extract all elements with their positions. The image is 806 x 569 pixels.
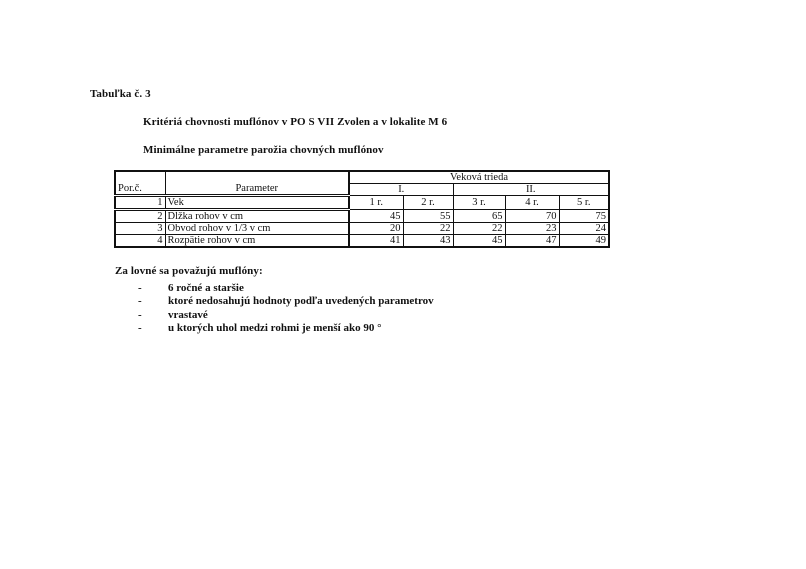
parameters-table bbox=[114, 170, 610, 248]
age-col-1: 1 r. bbox=[349, 196, 403, 210]
note-item-3: vrastavé bbox=[168, 308, 208, 321]
row-3-value-1: 20 bbox=[349, 223, 403, 235]
row-4-number: 4 bbox=[115, 235, 165, 248]
note-item-1: 6 ročné a staršie bbox=[168, 281, 244, 294]
table-row bbox=[115, 235, 609, 248]
row-2-value-3: 65 bbox=[453, 210, 505, 223]
row-2-number: 2 bbox=[115, 210, 165, 223]
note-item-4: u ktorých uhol medzi rohmi je menší ako 90 ° bbox=[168, 322, 382, 335]
dash-marker: - bbox=[138, 281, 142, 294]
row-4-value-4: 47 bbox=[505, 235, 559, 248]
row-2-parameter: Dĺžka rohov v cm bbox=[165, 210, 349, 223]
row-1-parameter: Vek bbox=[165, 196, 349, 210]
row-4-value-1: 41 bbox=[349, 235, 403, 248]
row-4-parameter: Rozpätie rohov v cm bbox=[165, 235, 349, 248]
age-col-4: 4 r. bbox=[505, 196, 559, 210]
document-title: Kritériá chovnosti muflónov v PO S VII Zvolen a v lokalite M 6 bbox=[143, 116, 448, 128]
row-3-number: 3 bbox=[115, 223, 165, 235]
dash-marker: - bbox=[138, 322, 142, 335]
row-3-value-3: 22 bbox=[453, 223, 505, 235]
list-item bbox=[138, 295, 434, 309]
row-3-value-5: 24 bbox=[559, 223, 609, 235]
age-col-5: 5 r. bbox=[559, 196, 609, 210]
header-class-II: II. bbox=[453, 184, 609, 196]
list-item bbox=[138, 308, 434, 322]
row-4-value-2: 43 bbox=[403, 235, 453, 248]
row-4-value-3: 45 bbox=[453, 235, 505, 248]
row-2-value-1: 45 bbox=[349, 210, 403, 223]
age-col-2: 2 r. bbox=[403, 196, 453, 210]
note-item-2: ktoré nedosahujú hodnoty podľa uvedených parametrov bbox=[168, 295, 434, 308]
row-3-value-4: 23 bbox=[505, 223, 559, 235]
row-2-value-4: 70 bbox=[505, 210, 559, 223]
dash-marker: - bbox=[138, 295, 142, 308]
parameters-table-container bbox=[114, 170, 610, 248]
age-col-3: 3 r. bbox=[453, 196, 505, 210]
document-subtitle: Minimálne parametre parožia chovných muflónov bbox=[143, 144, 384, 156]
table-row bbox=[115, 223, 609, 235]
row-3-value-2: 22 bbox=[403, 223, 453, 235]
list-item bbox=[138, 322, 434, 336]
notes-intro: Za lovné sa považujú muflóny: bbox=[115, 265, 263, 277]
row-4-value-5: 49 bbox=[559, 235, 609, 248]
table-row bbox=[115, 210, 609, 223]
row-1-number: 1 bbox=[115, 196, 165, 210]
row-2-value-5: 75 bbox=[559, 210, 609, 223]
row-2-value-2: 55 bbox=[403, 210, 453, 223]
header-age-class: Veková trieda bbox=[349, 171, 609, 184]
header-class-I: I. bbox=[349, 184, 453, 196]
dash-marker: - bbox=[138, 308, 142, 321]
notes-list bbox=[138, 281, 434, 335]
list-item bbox=[138, 281, 434, 295]
table-number: Tabuľka č. 3 bbox=[90, 88, 151, 100]
header-parameter: Parameter bbox=[165, 171, 349, 196]
row-3-parameter: Obvod rohov v 1/3 v cm bbox=[165, 223, 349, 235]
header-order: Por.č. bbox=[115, 171, 165, 196]
